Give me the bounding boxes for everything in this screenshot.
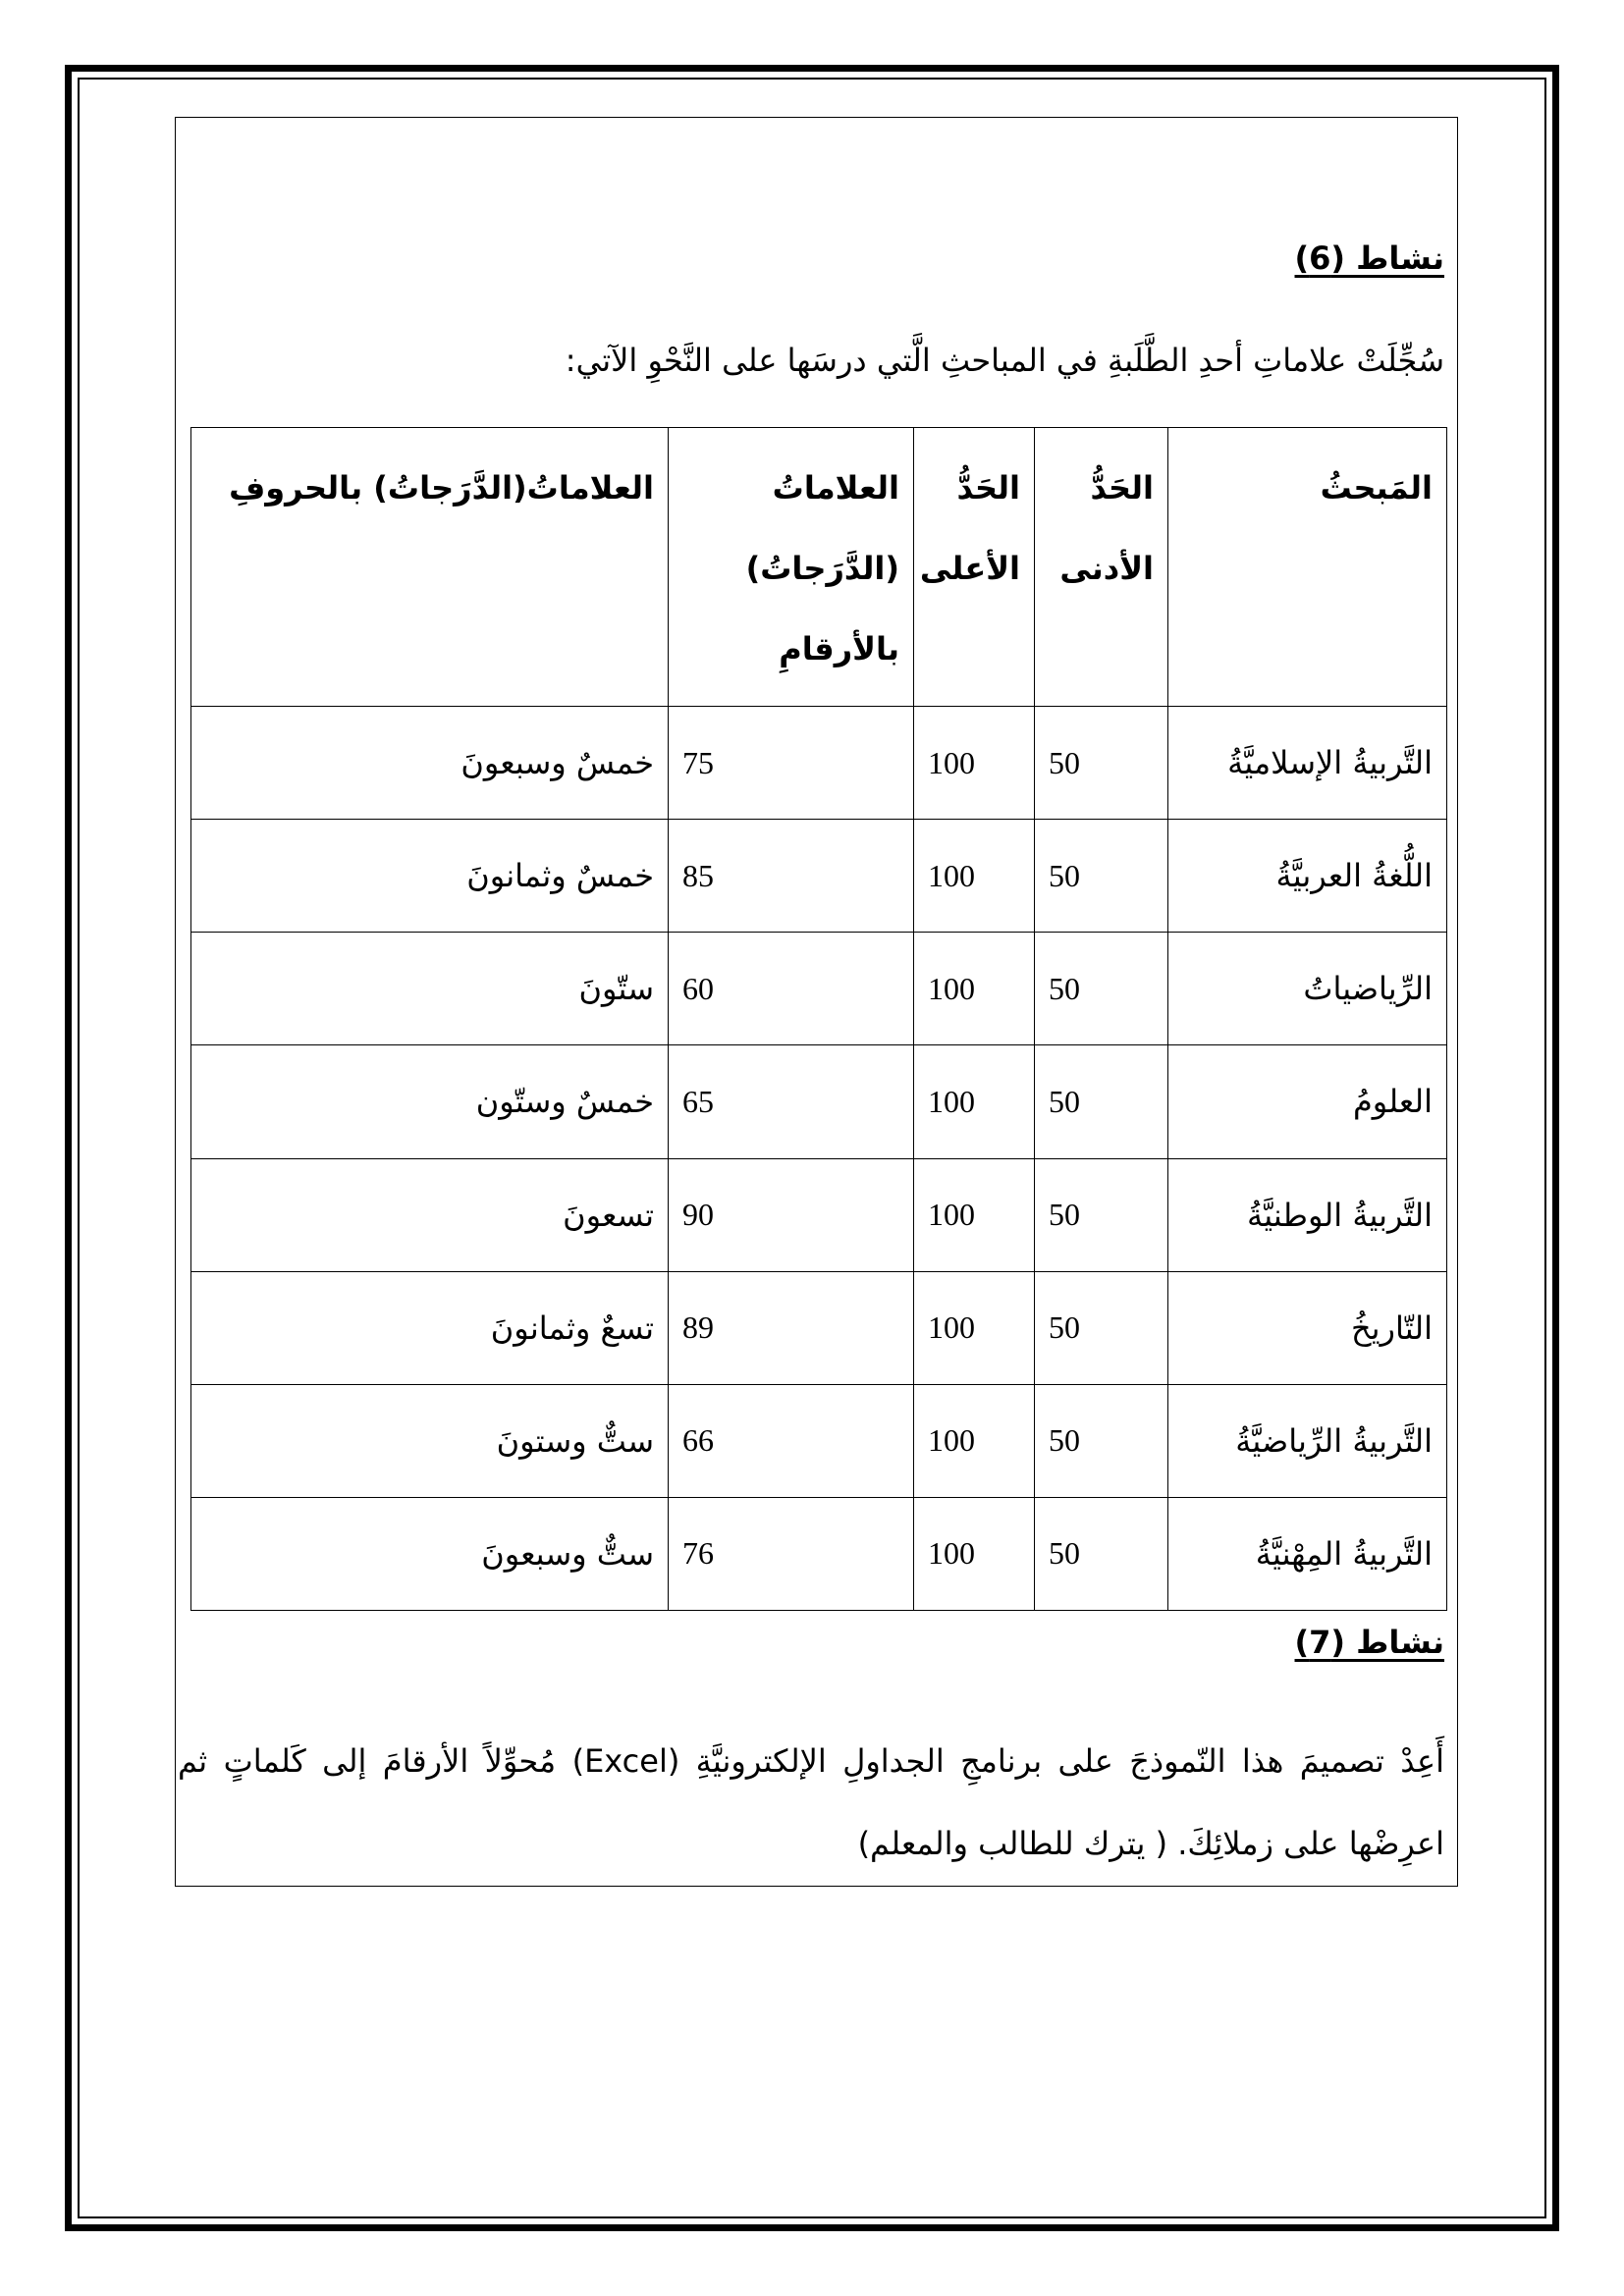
cell-min: 50 xyxy=(1035,1271,1168,1384)
cell-grade-number: 65 xyxy=(669,1045,914,1158)
table-row xyxy=(191,1158,1447,1271)
table-row xyxy=(191,1384,1447,1497)
activity-6-intro: سُجِّلَتْ علاماتِ أحدِ الطَّلَبةِ في المباحثِ الَّتي درسَها على النَّحْوِ الآتي: xyxy=(565,342,1444,379)
cell-grade-number: 89 xyxy=(669,1271,914,1384)
cell-subject: التَّربيةُ الرِّياضيَّةُ xyxy=(1168,1384,1447,1497)
grades-table xyxy=(190,427,1447,1611)
table-header-row xyxy=(191,428,1447,707)
cell-max: 100 xyxy=(914,707,1035,820)
header-min: الحَدُّ الأدنى xyxy=(1035,428,1168,707)
header-max: الحَدُّ الأعلى xyxy=(914,428,1035,707)
cell-max: 100 xyxy=(914,1497,1035,1610)
cell-subject: اللُّغةُ العربيَّةُ xyxy=(1168,820,1447,933)
table-row xyxy=(191,1045,1447,1158)
cell-max: 100 xyxy=(914,1271,1035,1384)
table-row xyxy=(191,707,1447,820)
cell-grade-number: 90 xyxy=(669,1158,914,1271)
cell-max: 100 xyxy=(914,1384,1035,1497)
cell-subject: العلومُ xyxy=(1168,1045,1447,1158)
cell-grade-words: خمسٌ وستّون xyxy=(191,1045,669,1158)
cell-grade-number: 85 xyxy=(669,820,914,933)
cell-grade-words: خمسٌ وسبعونَ xyxy=(191,707,669,820)
activity-7-title: نشاط (7) xyxy=(1294,1624,1444,1661)
table-row xyxy=(191,820,1447,933)
cell-grade-words: ستٌّ وستونَ xyxy=(191,1384,669,1497)
activity-7-text: أَعِدْ تصميمَ هذا النّموذجَ على برنامجِ الجداولِ الإلكترونيَّةِ (Excel) مُحوِّلاً الأرقامَ إلى كَلماتٍ ثم اعرِضْها على زملائِكَ. ( يترك للطالب والمعلم) xyxy=(178,1742,1445,1862)
cell-max: 100 xyxy=(914,820,1035,933)
cell-min: 50 xyxy=(1035,1045,1168,1158)
cell-min: 50 xyxy=(1035,1384,1168,1497)
cell-min: 50 xyxy=(1035,820,1168,933)
cell-grade-number: 75 xyxy=(669,707,914,820)
header-grade-words: العلاماتُ(الدَّرَجاتُ) بالحروفِ xyxy=(191,428,669,707)
cell-max: 100 xyxy=(914,1158,1035,1271)
cell-grade-words: ستّونَ xyxy=(191,933,669,1045)
table-row xyxy=(191,1271,1447,1384)
table-row xyxy=(191,933,1447,1045)
cell-grade-number: 66 xyxy=(669,1384,914,1497)
cell-max: 100 xyxy=(914,933,1035,1045)
cell-grade-number: 60 xyxy=(669,933,914,1045)
header-subject: المَبحثُ xyxy=(1168,428,1447,707)
cell-min: 50 xyxy=(1035,707,1168,820)
header-grade-number: العلاماتُ (الدَّرَجاتُ) بالأرقامِ xyxy=(669,428,914,707)
cell-subject: التّاريخُ xyxy=(1168,1271,1447,1384)
cell-subject: التَّربيةُ الوطنيَّةُ xyxy=(1168,1158,1447,1271)
cell-subject: التَّربيةُ المِهْنيَّةُ xyxy=(1168,1497,1447,1610)
activity-6-title: نشاط (6) xyxy=(1294,240,1444,277)
cell-grade-words: خمسٌ وثمانونَ xyxy=(191,820,669,933)
cell-grade-words: ستٌّ وسبعونَ xyxy=(191,1497,669,1610)
cell-min: 50 xyxy=(1035,1497,1168,1610)
cell-grade-number: 76 xyxy=(669,1497,914,1610)
cell-subject: التَّربيةُ الإسلاميَّةُ xyxy=(1168,707,1447,820)
cell-min: 50 xyxy=(1035,1158,1168,1271)
table-row xyxy=(191,1497,1447,1610)
cell-min: 50 xyxy=(1035,933,1168,1045)
cell-grade-words: تسعونَ xyxy=(191,1158,669,1271)
cell-subject: الرِّياضياتُ xyxy=(1168,933,1447,1045)
cell-max: 100 xyxy=(914,1045,1035,1158)
cell-grade-words: تسعٌ وثمانونَ xyxy=(191,1271,669,1384)
